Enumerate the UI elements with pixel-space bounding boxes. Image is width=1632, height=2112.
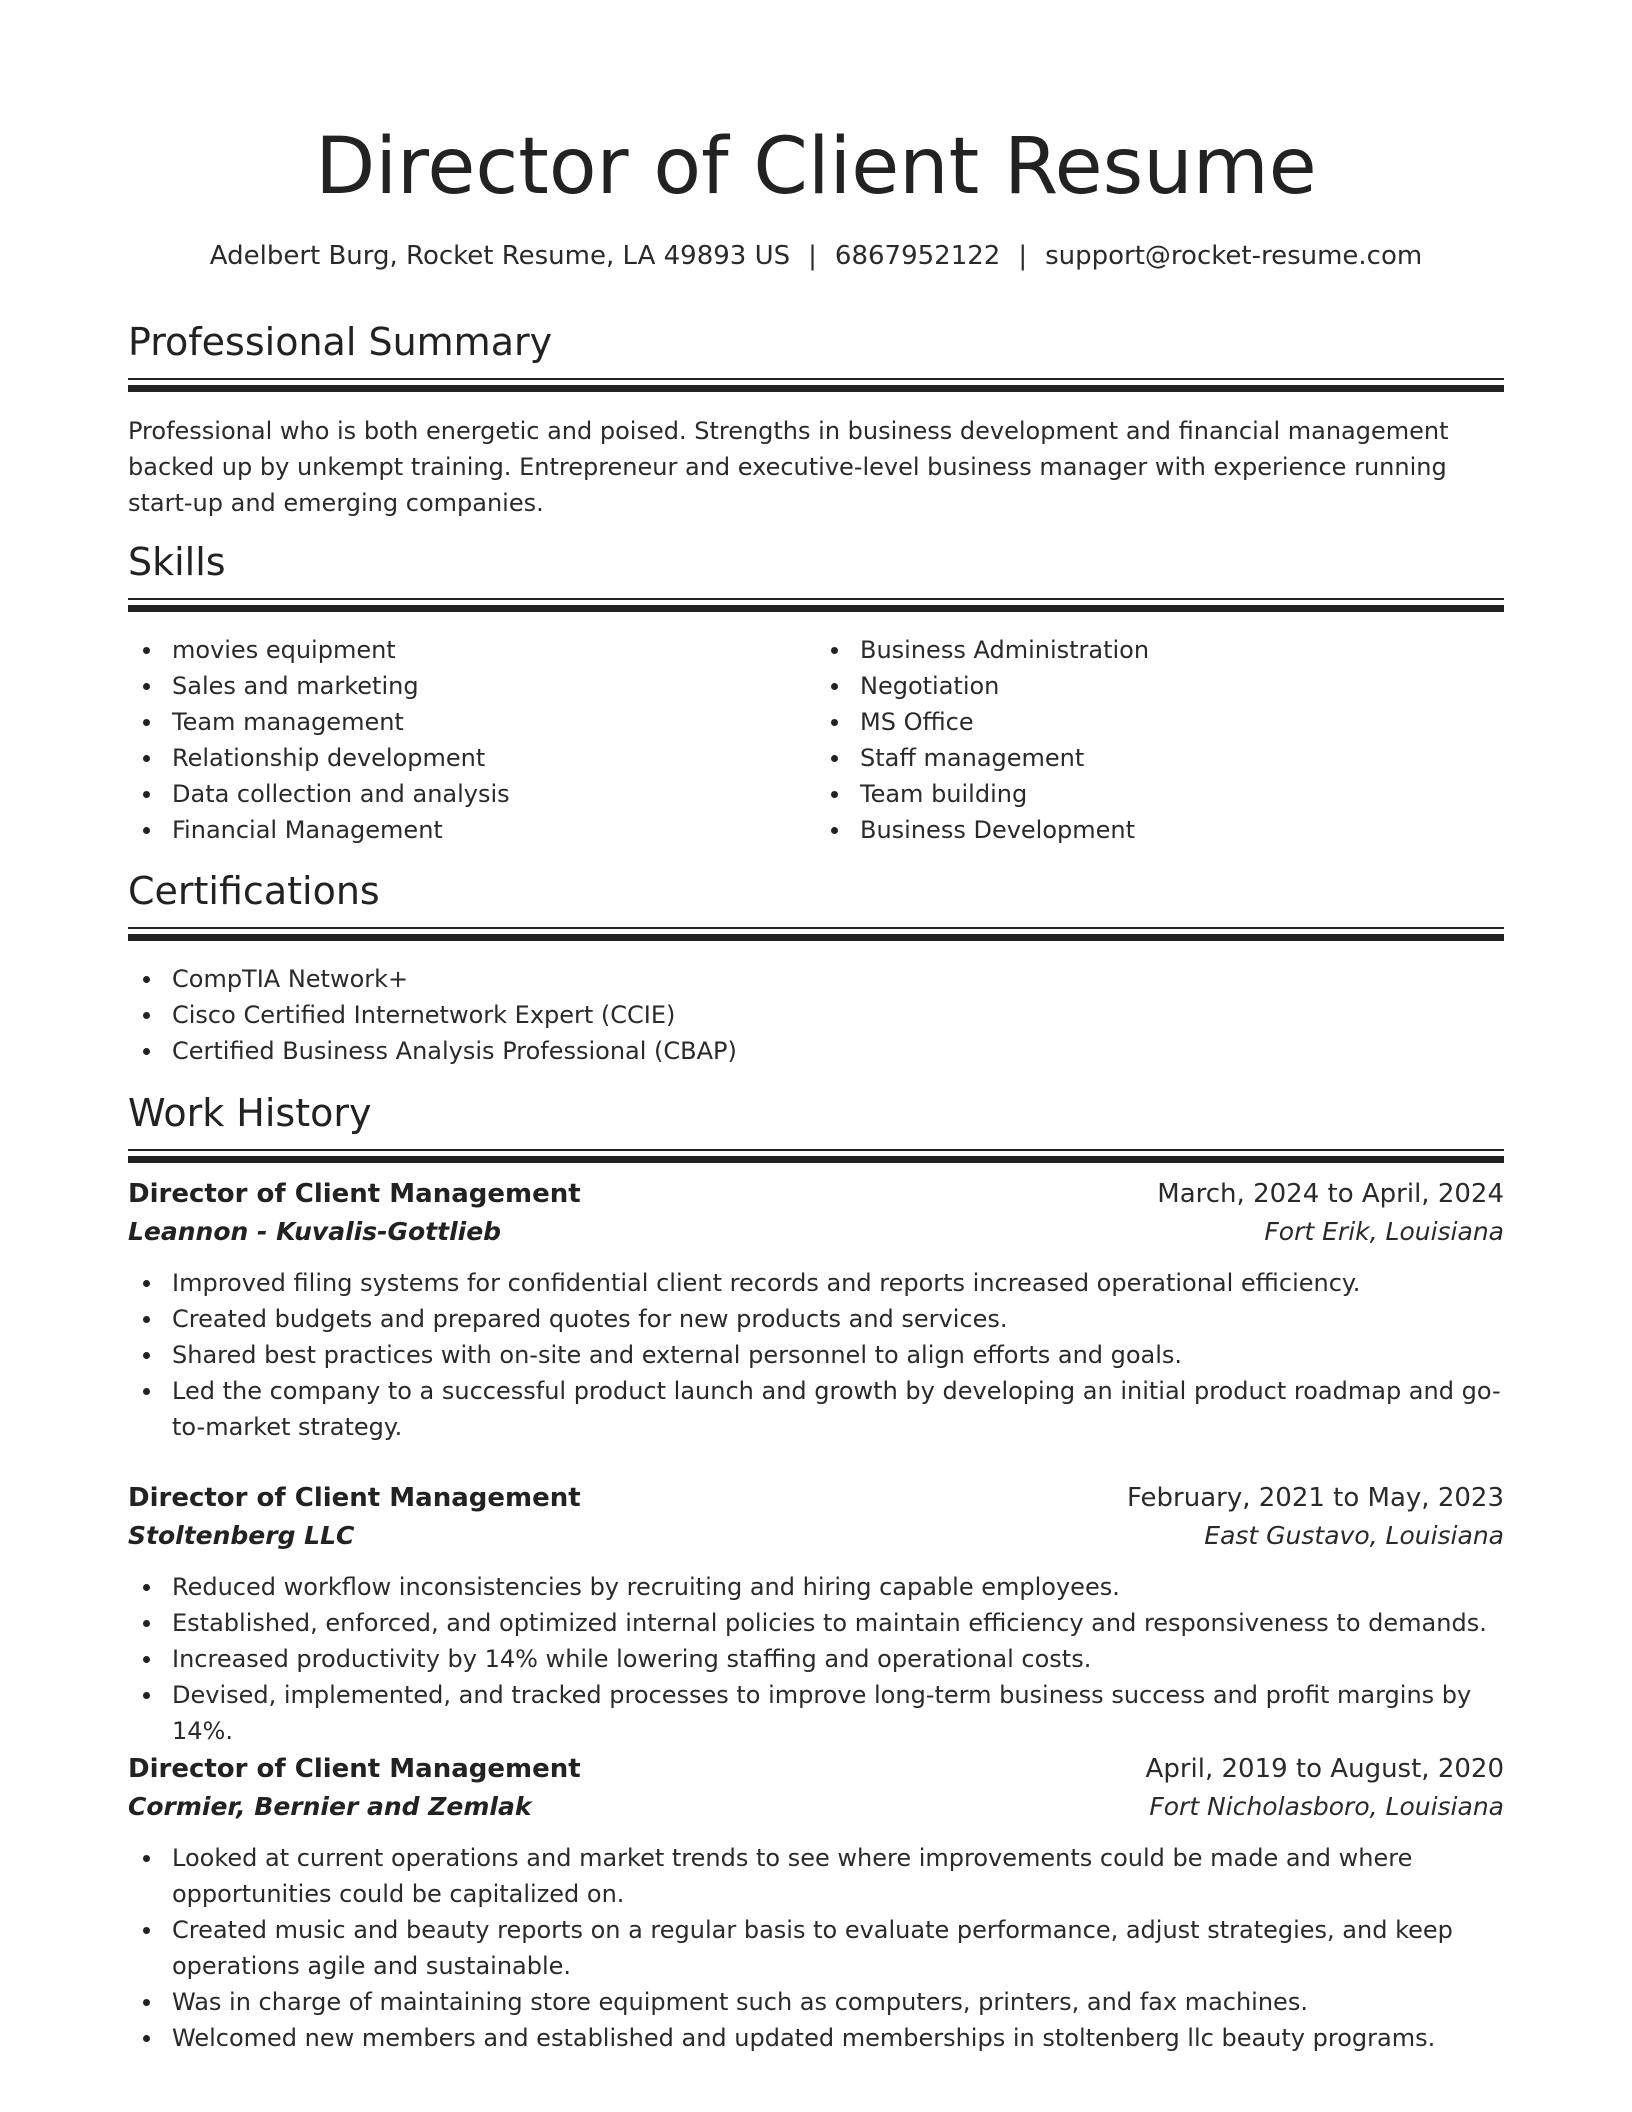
skill-item: Sales and marketing xyxy=(172,668,816,704)
job-bullets xyxy=(128,1840,1504,2056)
job-bullet: Established, enforced, and optimized internal policies to maintain efficiency and responsiveness to demands. xyxy=(172,1605,1504,1641)
job-bullets xyxy=(128,1265,1504,1445)
certification-item: Cisco Certified Internetwork Expert (CCIE) xyxy=(172,997,1504,1033)
certifications-section xyxy=(128,867,1504,1069)
skill-item: Business Development xyxy=(860,812,1504,848)
job-bullet: Shared best practices with on-site and external personnel to align efforts and goals. xyxy=(172,1337,1504,1373)
job-location: Fort Nicholasboro, Louisiana xyxy=(1149,1792,1504,1821)
contact-separator: | xyxy=(808,241,817,271)
job-company-row xyxy=(128,1213,1504,1251)
job-bullet: Led the company to a successful product launch and growth by developing an initial product roadmap and go-to-market strategy. xyxy=(172,1373,1504,1445)
job-bullet: Was in charge of maintaining store equipment such as computers, printers, and fax machines. xyxy=(172,1984,1504,2020)
section-heading-skills: Skills xyxy=(128,540,226,584)
job-bullet: Created music and beauty reports on a regular basis to evaluate performance, adjust strategies, and keep operations agile and sustainable. xyxy=(172,1912,1504,1984)
job-bullet: Created budgets and prepared quotes for new products and services. xyxy=(172,1301,1504,1337)
certifications-list xyxy=(128,961,1504,1069)
section-divider xyxy=(128,927,1504,942)
contact-phone: 6867952122 xyxy=(834,241,1001,271)
skills-section xyxy=(128,538,1504,848)
section-divider xyxy=(128,378,1504,393)
skill-item: movies equipment xyxy=(172,632,816,668)
skill-item: Negotiation xyxy=(860,668,1504,704)
summary-section xyxy=(128,318,1504,521)
job-bullets xyxy=(128,1569,1504,1749)
job-dates: April, 2019 to August, 2020 xyxy=(1145,1754,1504,1784)
job-bullet: Welcomed new members and established and updated memberships in stoltenberg llc beauty programs. xyxy=(172,2020,1504,2056)
job-bullet: Devised, implemented, and tracked processes to improve long-term business success and profit margins by 14%. xyxy=(172,1677,1504,1749)
job-dates: February, 2021 to May, 2023 xyxy=(1127,1483,1504,1513)
job-bullet: Reduced workflow inconsistencies by recruiting and hiring capable employees. xyxy=(172,1569,1504,1605)
job-bullet: Increased productivity by 14% while lowering staffing and operational costs. xyxy=(172,1641,1504,1677)
job-title: Director of Client Management xyxy=(128,1754,581,1784)
section-heading-certifications: Certifications xyxy=(128,869,380,913)
contact-line xyxy=(128,238,1504,274)
skill-item: Data collection and analysis xyxy=(172,776,816,812)
section-divider xyxy=(128,598,1504,613)
job-entry xyxy=(128,1479,1504,1749)
section-heading-work-history: Work History xyxy=(128,1091,372,1135)
work-history-section xyxy=(128,1089,1504,1164)
contact-email: support@rocket-resume.com xyxy=(1045,241,1423,271)
job-header-row xyxy=(128,1479,1504,1517)
section-divider xyxy=(128,1149,1504,1164)
skill-item: Financial Management xyxy=(172,812,816,848)
job-company: Stoltenberg LLC xyxy=(128,1521,355,1550)
skills-list-right xyxy=(816,632,1504,848)
skill-item: Staff management xyxy=(860,740,1504,776)
skill-item: Team management xyxy=(172,704,816,740)
job-company: Cormier, Bernier and Zemlak xyxy=(128,1792,532,1821)
skill-item: Business Administration xyxy=(860,632,1504,668)
job-entry xyxy=(128,1175,1504,1445)
contact-separator: | xyxy=(1018,241,1028,271)
job-location: East Gustavo, Louisiana xyxy=(1204,1521,1504,1550)
job-dates: March, 2024 to April, 2024 xyxy=(1157,1179,1504,1209)
skill-item: Team building xyxy=(860,776,1504,812)
certification-item: Certified Business Analysis Professional (CBAP) xyxy=(172,1033,1504,1069)
skill-item: Relationship development xyxy=(172,740,816,776)
resume-title: Director of Client Resume xyxy=(315,122,1317,212)
job-header-row xyxy=(128,1750,1504,1788)
certification-item: CompTIA Network+ xyxy=(172,961,1504,997)
skill-item: MS Office xyxy=(860,704,1504,740)
section-heading-summary: Professional Summary xyxy=(128,320,553,364)
job-company-row xyxy=(128,1788,1504,1826)
job-bullet: Improved filing systems for confidential client records and reports increased operational efficiency. xyxy=(172,1265,1504,1301)
skills-list-left xyxy=(128,632,816,848)
job-title: Director of Client Management xyxy=(128,1179,581,1209)
job-location: Fort Erik, Louisiana xyxy=(1264,1217,1504,1246)
job-entry xyxy=(128,1750,1504,2056)
skills-columns xyxy=(128,632,1504,848)
job-bullet: Looked at current operations and market trends to see where improvements could be made and where opportunities could be capitalized on. xyxy=(172,1840,1504,1912)
contact-address: Adelbert Burg, Rocket Resume, LA 49893 US xyxy=(209,241,791,271)
job-company: Leannon - Kuvalis-Gottlieb xyxy=(128,1217,502,1246)
job-title: Director of Client Management xyxy=(128,1483,581,1513)
summary-text: Professional who is both energetic and poised. Strengths in business development and financial management backed up by unkempt training. Entrepreneur and executive-level business manager with experience running start-up and emerging companies. xyxy=(128,417,1449,517)
job-header-row xyxy=(128,1175,1504,1213)
job-company-row xyxy=(128,1517,1504,1555)
